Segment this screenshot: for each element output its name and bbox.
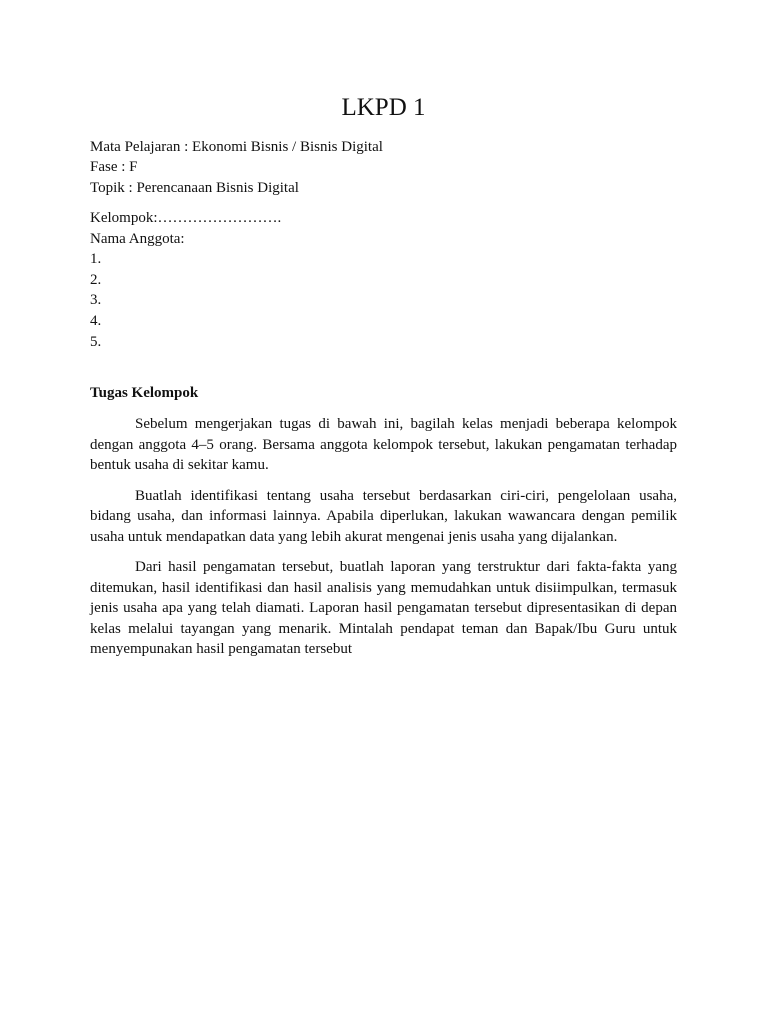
meta-phase: Fase : F bbox=[90, 159, 138, 176]
member-item: 2. bbox=[90, 271, 102, 288]
paragraph: Sebelum mengerjakan tugas di bawah ini, bagilah kelas menjadi beberapa kelompok dengan anggota 4–5 orang. Bersama anggota kelompok tersebut, lakukan pengamatan terhadap bentuk usaha di sekitar kamu. bbox=[90, 416, 677, 473]
member-item: 1. bbox=[90, 251, 102, 268]
meta-topic: Topik : Perencanaan Bisnis Digital bbox=[90, 179, 299, 196]
task-instructions bbox=[90, 414, 677, 670]
members-label: Nama Anggota: bbox=[90, 230, 185, 247]
paragraph: Dari hasil pengamatan tersebut, buatlah laporan yang terstruktur dari fakta-fakta yang ditemukan, hasil identifikasi dan hasil analisis yang memudahkan untuk disiimpulkan, termasuk jenis usaha apa yang telah diamati. Laporan hasil pengamatan tersebut dipresentasikan di depan kelas melalui tayangan yang menarik. Mintalah pendapat teman dan Bapak/Ibu Guru untuk menyempunakan hasil pengamatan tersebut bbox=[90, 559, 677, 657]
group-info bbox=[90, 208, 677, 352]
document-meta bbox=[90, 137, 677, 198]
member-item: 5. bbox=[90, 333, 102, 350]
member-item: 3. bbox=[90, 292, 102, 309]
meta-subject: Mata Pelajaran : Ekonomi Bisnis / Bisnis Digital bbox=[90, 139, 383, 155]
member-item: 4. bbox=[90, 312, 102, 329]
group-label: Kelompok:……………………. bbox=[90, 210, 282, 226]
section-heading: Tugas Kelompok bbox=[90, 385, 199, 401]
page-title: LKPD 1 bbox=[341, 94, 426, 121]
paragraph: Buatlah identifikasi tentang usaha tersebut berdasarkan ciri-ciri, pengelolaan usaha, bidang usaha, dan informasi lainnya. Apabila diperlukan, lakukan wawancara dengan pemilik usaha untuk mendapatkan data yang lebih akurat mengenai jenis usaha yang dijalankan. bbox=[90, 487, 677, 545]
